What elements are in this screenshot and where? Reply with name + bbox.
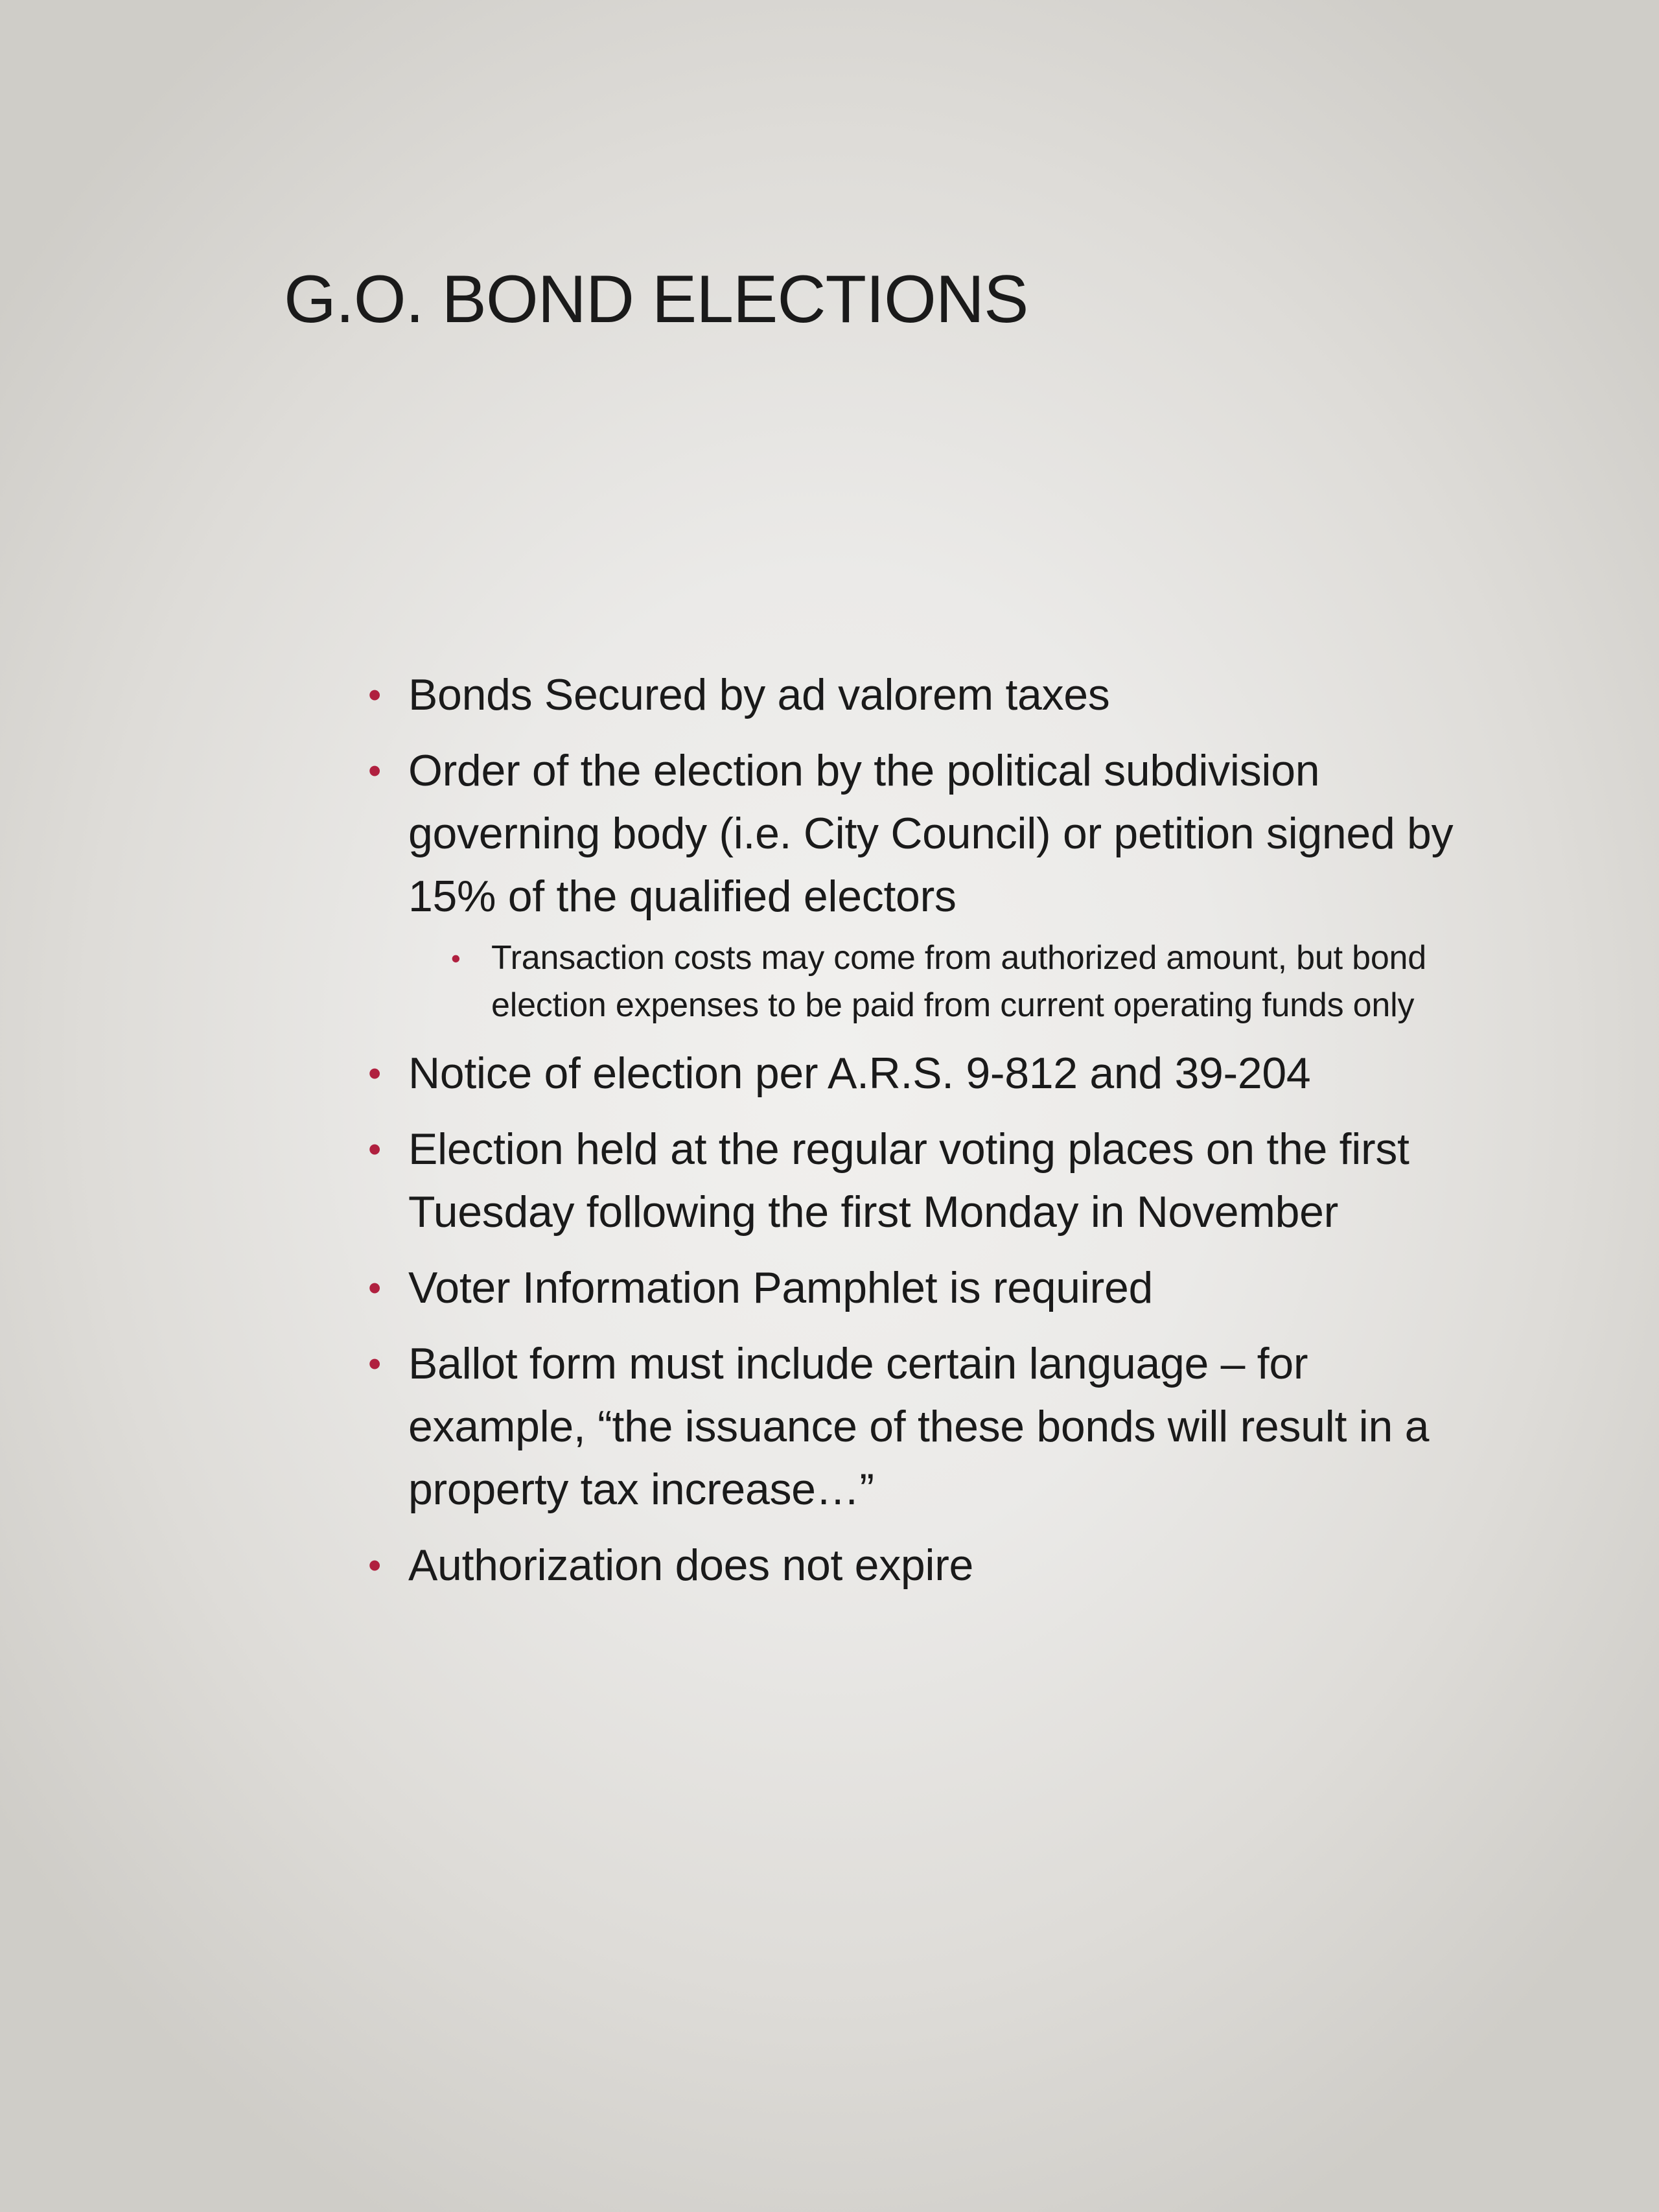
bullet-text: Voter Information Pamphlet is required xyxy=(408,1263,1153,1312)
bullet-dot-icon: • xyxy=(368,750,382,792)
bullet-item xyxy=(368,1118,1471,1244)
bullet-dot-icon: • xyxy=(368,1128,382,1170)
bullet-item xyxy=(368,664,1471,727)
bullet-dot-icon: • xyxy=(368,1343,382,1385)
sub-bullet-list xyxy=(408,935,1471,1029)
bullet-item xyxy=(368,1042,1471,1105)
bullet-item xyxy=(368,1333,1471,1521)
sub-bullet-dot-icon: • xyxy=(451,943,461,973)
bullet-text: Bonds Secured by ad valorem taxes xyxy=(408,670,1110,719)
bullet-text: Authorization does not expire xyxy=(408,1541,974,1590)
bullet-dot-icon: • xyxy=(368,1544,382,1587)
bullet-dot-icon: • xyxy=(368,1053,382,1095)
bullet-item xyxy=(368,739,1471,1029)
sub-bullet-item xyxy=(451,935,1471,1029)
bullet-text: Election held at the regular voting places on the first Tuesday following the first Monday in November xyxy=(408,1124,1410,1237)
slide-title: G.O. BOND ELECTIONS xyxy=(284,262,1028,337)
bullet-text: Notice of election per A.R.S. 9-812 and 39-204 xyxy=(408,1049,1311,1098)
bullet-text: Ballot form must include certain language – for example, “the issuance of these bonds will result in a property tax increase…” xyxy=(408,1339,1430,1514)
bullet-list xyxy=(368,664,1471,1597)
bullet-item xyxy=(368,1534,1471,1597)
sub-bullet-text: Transaction costs may come from authorized amount, but bond election expenses to be paid from current operating funds only xyxy=(491,939,1426,1024)
slide-content xyxy=(368,664,1471,1610)
bullet-item xyxy=(368,1257,1471,1320)
bullet-text: Order of the election by the political subdivision governing body (i.e. City Council) or petition signed by 15% of the qualified electors xyxy=(408,746,1454,921)
bullet-dot-icon: • xyxy=(368,674,382,716)
bullet-dot-icon: • xyxy=(368,1267,382,1309)
